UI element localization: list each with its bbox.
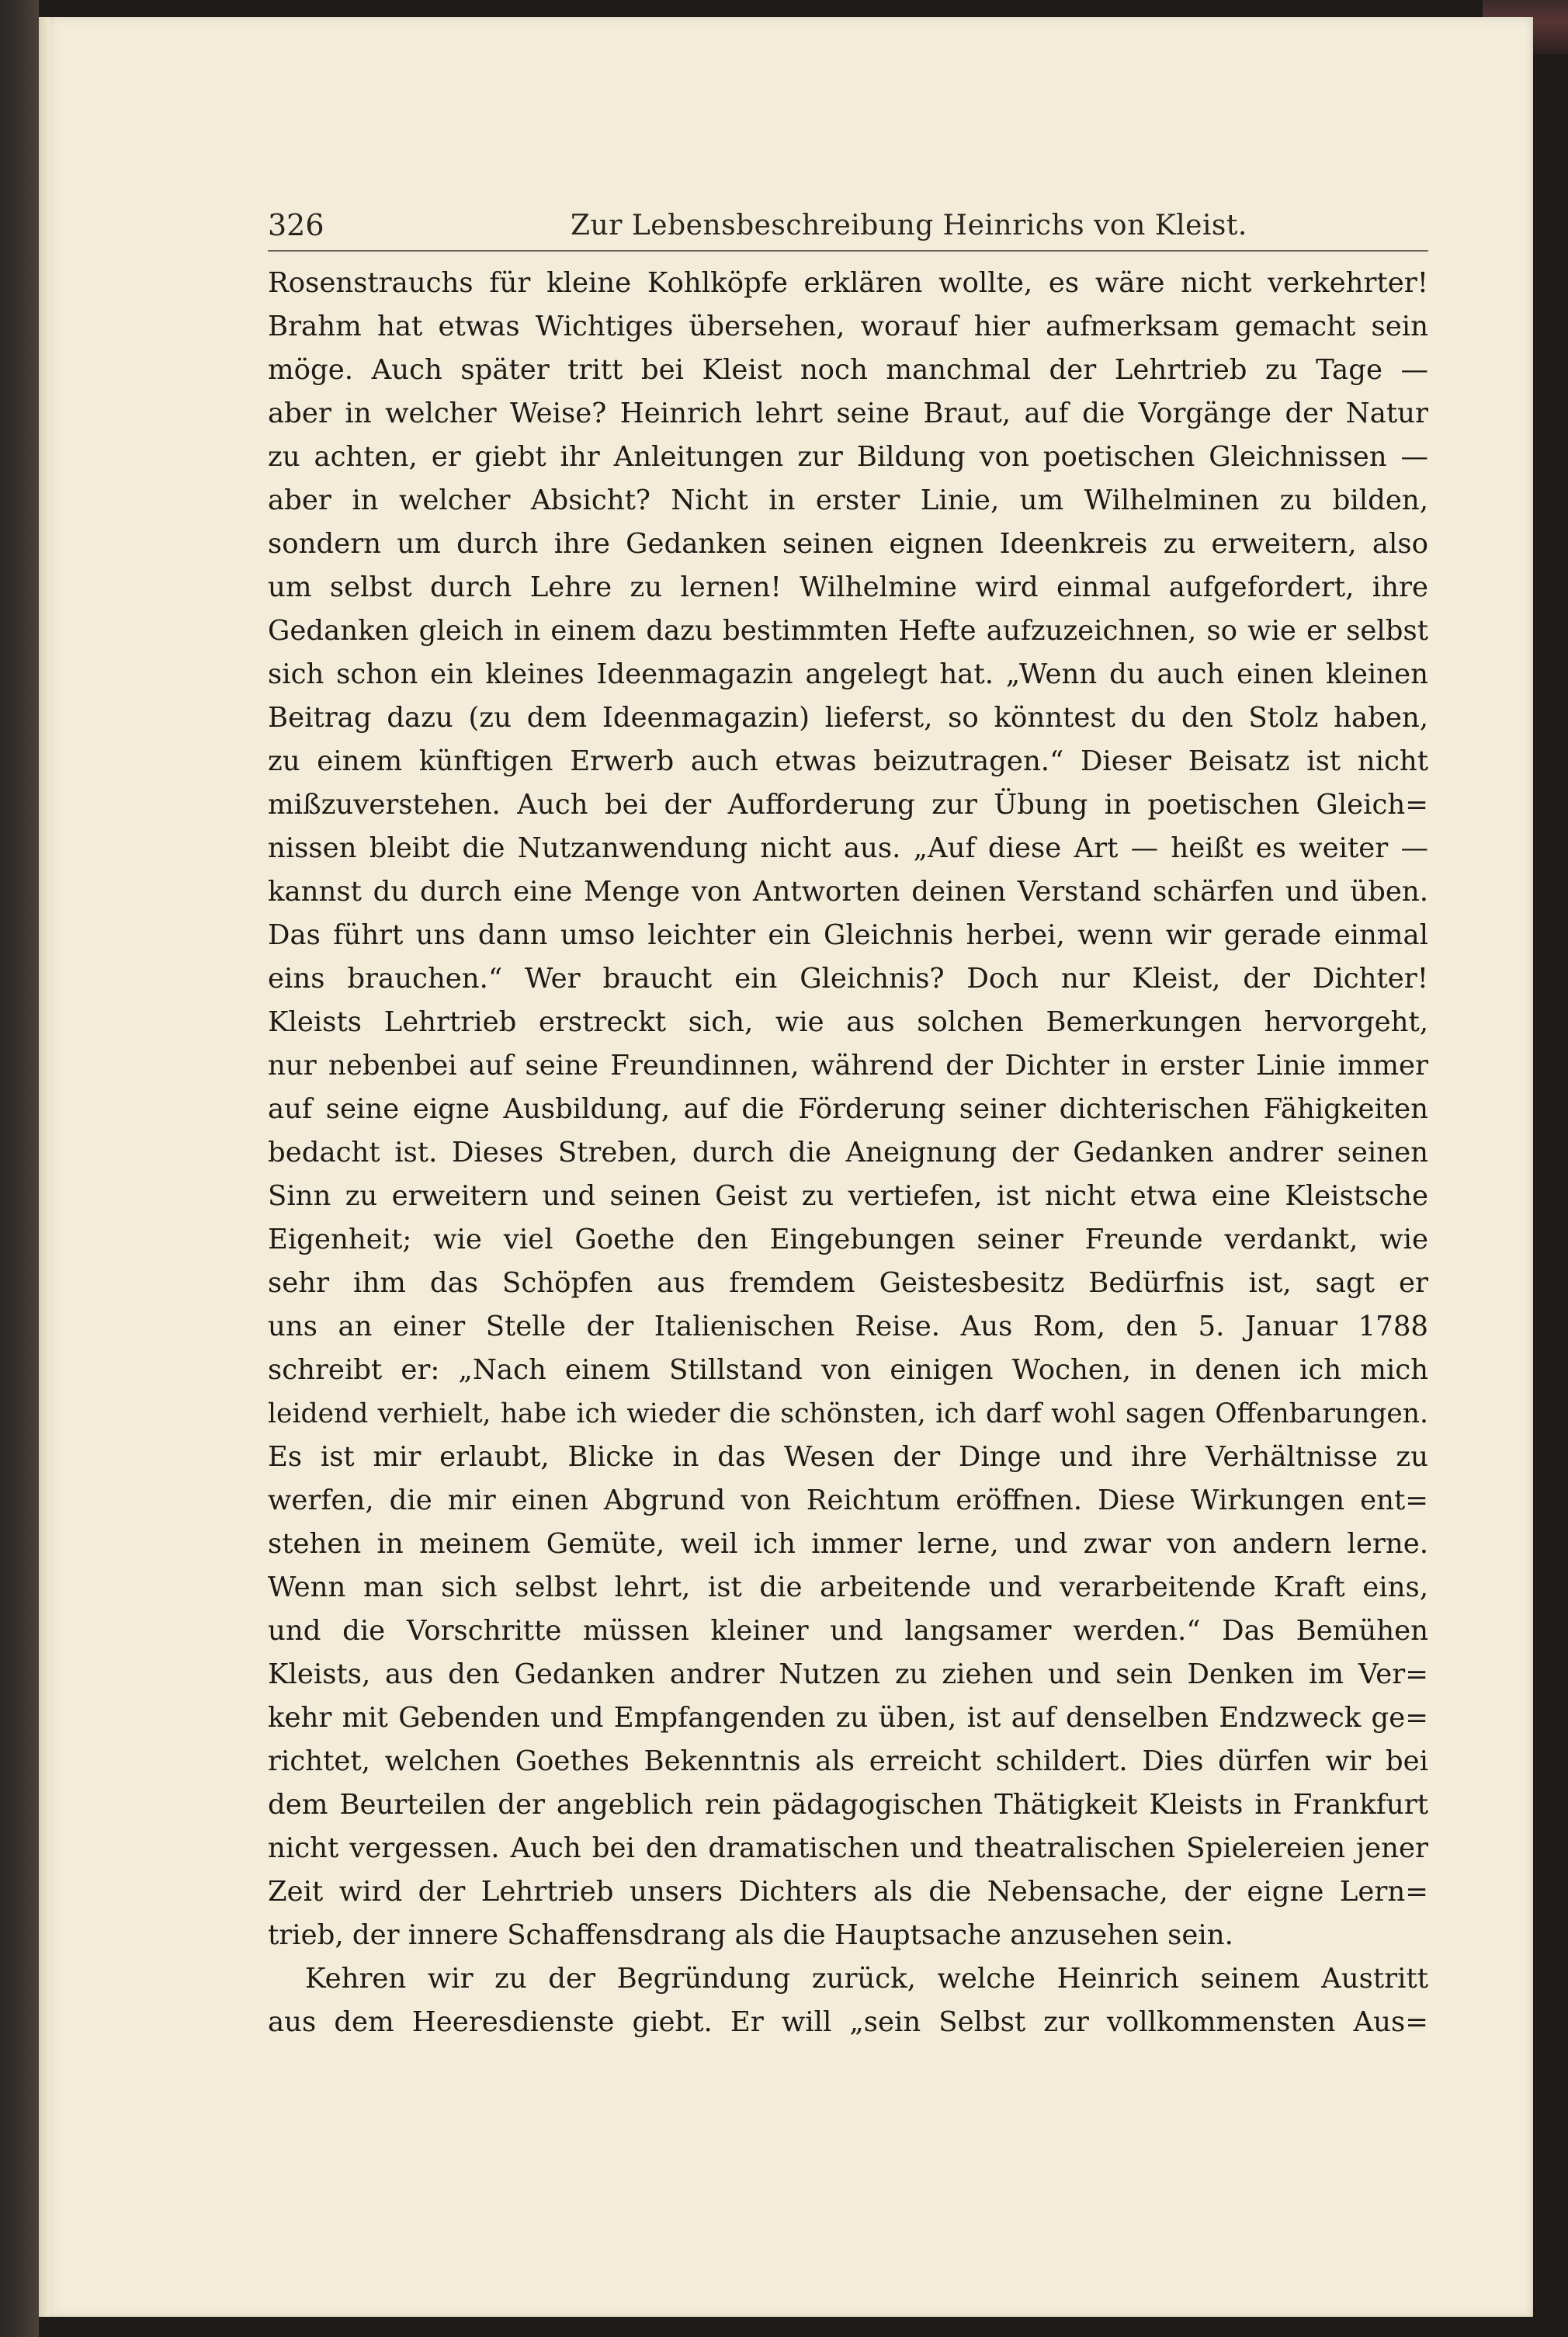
text-line: eins brauchen.“ Wer braucht ein Gleichnis? Doch nur Kleist, der Dichter! xyxy=(268,963,1428,995)
page-gutter-edge xyxy=(39,17,50,2317)
text-line: sehr ihm das Schöpfen aus fremdem Geistesbesitz Bedürfnis ist, sagt er xyxy=(268,1267,1428,1299)
text-line: möge. Auch später tritt bei Kleist noch manchmal der Lehrtrieb zu Tage — xyxy=(268,354,1428,386)
text-line: um selbst durch Lehre zu lernen! Wilhelmine wird einmal aufgefordert, ihre xyxy=(268,571,1428,603)
text-line: zu achten, er giebt ihr Anleitungen zur Bildung von poetischen Gleichnissen — xyxy=(268,441,1428,473)
text-line: Kleists, aus den Gedanken andrer Nutzen zu ziehen und sein Denken im Ver= xyxy=(268,1658,1428,1690)
text-line: Zeit wird der Lehrtrieb unsers Dichters als die Nebensache, der eigne Lern= xyxy=(268,1876,1428,1908)
text-line: Es ist mir erlaubt, Blicke in das Wesen der Dinge und ihre Verhältnisse zu xyxy=(268,1441,1428,1473)
text-line: sondern um durch ihre Gedanken seinen eignen Ideenkreis zu erweitern, also xyxy=(268,528,1428,560)
text-line: uns an einer Stelle der Italienischen Reise. Aus Rom, den 5. Januar 1788 xyxy=(268,1311,1428,1342)
text-line: nur nebenbei auf seine Freundinnen, während der Dichter in erster Linie immer xyxy=(268,1050,1428,1082)
text-line: aus dem Heeresdienste giebt. Er will „sein Selbst zur vollkommensten Aus= xyxy=(268,2006,1428,2038)
body-text xyxy=(268,262,1428,2044)
page-number: 326 xyxy=(268,208,324,242)
text-line: Gedanken gleich in einem dazu bestimmten Hefte aufzuzeichnen, so wie er selbst xyxy=(268,615,1428,647)
text-line: kehr mit Gebenden und Empfangenden zu üben, ist auf denselben Endzweck ge= xyxy=(268,1702,1428,1734)
text-line: Wenn man sich selbst lehrt, ist die arbeitende und verarbeitende Kraft eins, xyxy=(268,1571,1428,1603)
text-line: auf seine eigne Ausbildung, auf die Förderung seiner dichterischen Fähigkeiten xyxy=(268,1093,1428,1125)
running-title: Zur Lebensbeschreibung Heinrichs von Kleist. xyxy=(571,210,1247,241)
text-line: trieb, der innere Schaffensdrang als die Hauptsache anzusehen sein. xyxy=(268,1919,1233,1951)
text-line: aber in welcher Absicht? Nicht in erster Linie, um Wilhelminen zu bilden, xyxy=(268,484,1428,516)
text-line: dem Beurteilen der angeblich rein pädagogischen Thätigkeit Kleists in Frankfurt xyxy=(268,1789,1428,1821)
text-line: richtet, welchen Goethes Bekenntnis als erreicht schildert. Dies dürfen wir bei xyxy=(268,1745,1428,1777)
text-line: Kehren wir zu der Begründung zurück, welche Heinrich seinem Austritt xyxy=(305,1963,1428,1995)
text-line: und die Vorschritte müssen kleiner und langsamer werden.“ Das Bemühen xyxy=(268,1615,1428,1647)
book-spine-shadow xyxy=(0,0,39,2337)
text-line: aber in welcher Weise? Heinrich lehrt seine Braut, auf die Vorgänge der Natur xyxy=(268,398,1428,429)
text-line: Brahm hat etwas Wichtiges übersehen, worauf hier aufmerksam gemacht sein xyxy=(268,311,1428,342)
text-line: mißzuverstehen. Auch bei der Aufforderung zur Übung in poetischen Gleich= xyxy=(268,789,1428,821)
text-line: leidend verhielt, habe ich wieder die schönsten, ich darf wohl sagen Offenbarungen. xyxy=(268,1398,1428,1429)
text-line: Beitrag dazu (zu dem Ideenmagazin) lieferst, so könntest du den Stolz haben, xyxy=(268,702,1428,734)
text-line: Sinn zu erweitern und seinen Geist zu vertiefen, ist nicht etwa eine Kleistsche xyxy=(268,1180,1428,1212)
text-line: sich schon ein kleines Ideenmagazin angelegt hat. „Wenn du auch einen kleinen xyxy=(268,658,1428,690)
text-line: schreibt er: „Nach einem Stillstand von einigen Wochen, in denen ich mich xyxy=(268,1354,1428,1386)
text-line: kannst du durch eine Menge von Antworten deinen Verstand schärfen und üben. xyxy=(268,876,1428,908)
text-line: nicht vergessen. Auch bei den dramatischen und theatralischen Spielereien jener xyxy=(268,1832,1428,1864)
text-line: Rosenstrauchs für kleine Kohlköpfe erklären wollte, es wäre nicht verkehrter! xyxy=(268,267,1428,299)
running-head xyxy=(268,203,1428,250)
text-line: werfen, die mir einen Abgrund von Reichtum eröffnen. Diese Wirkungen ent= xyxy=(268,1484,1428,1516)
text-line: stehen in meinem Gemüte, weil ich immer lerne, und zwar von andern lerne. xyxy=(268,1528,1428,1560)
header-rule xyxy=(268,250,1428,252)
text-line: bedacht ist. Dieses Streben, durch die Aneignung der Gedanken andrer seinen xyxy=(268,1137,1428,1168)
text-line: Eigenheit; wie viel Goethe den Eingebungen seiner Freunde verdankt, wie xyxy=(268,1224,1428,1255)
text-line: Kleists Lehrtrieb erstreckt sich, wie aus solchen Bemerkungen hervorgeht, xyxy=(268,1006,1428,1038)
text-line: zu einem künftigen Erwerb auch etwas beizutragen.“ Dieser Beisatz ist nicht xyxy=(268,745,1428,777)
text-line: nissen bleibt die Nutzanwendung nicht aus. „Auf diese Art — heißt es weiter — xyxy=(268,832,1428,864)
text-line: Das führt uns dann umso leichter ein Gleichnis herbei, wenn wir gerade einmal xyxy=(268,919,1428,951)
